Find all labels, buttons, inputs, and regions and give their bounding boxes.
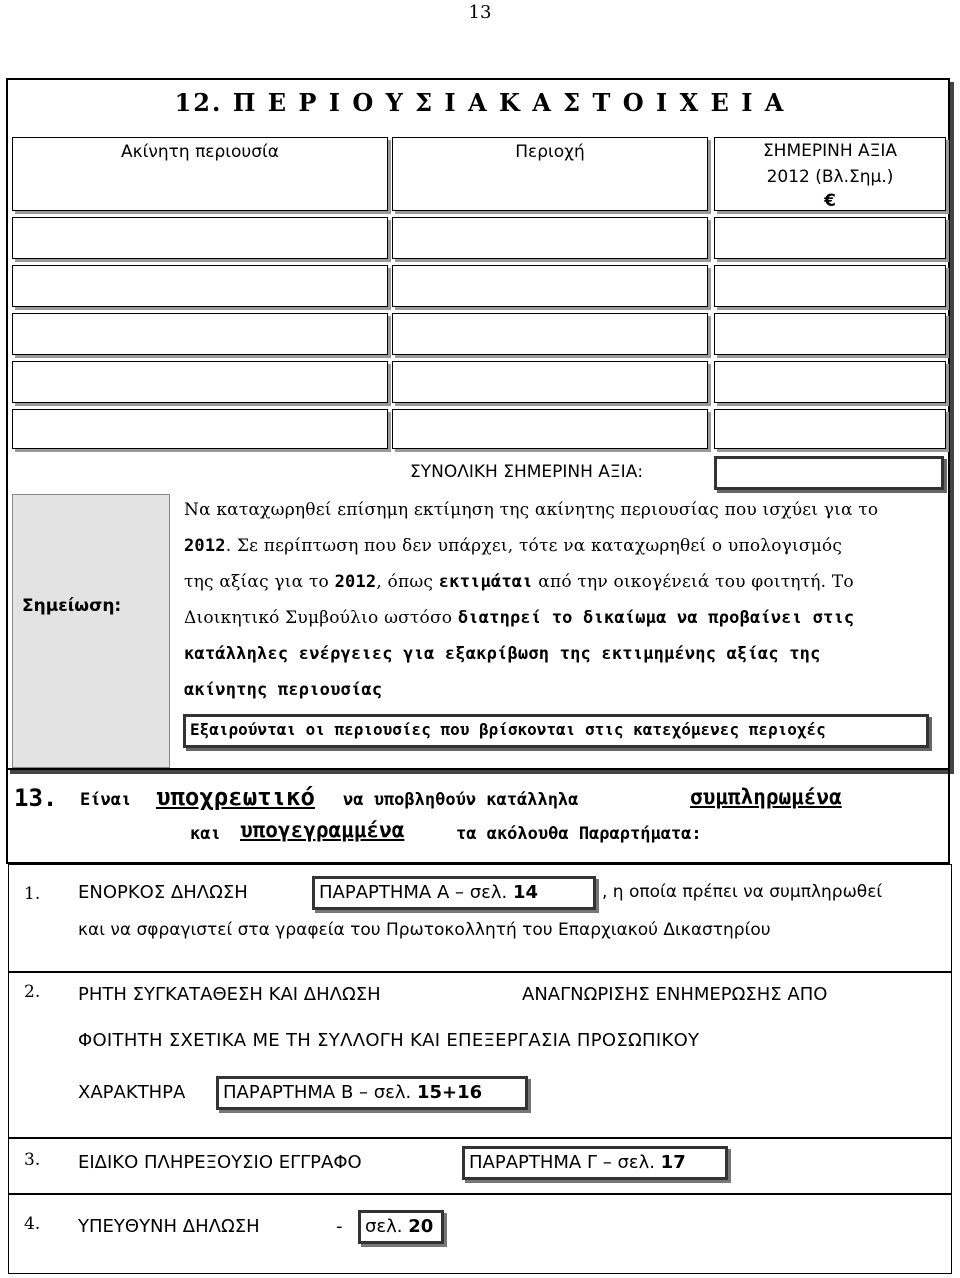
section-12-title: 12. Π Ε Ρ Ι Ο Υ Σ Ι Α Κ Α Σ Τ Ο Ι Χ Ε Ι Α <box>174 88 786 117</box>
exclusion-note: Εξαιρούνται οι περιουσίες που βρίσκονται στις κατεχόμενες περιοχές <box>183 714 929 748</box>
header-property-label: Ακίνητη περιουσία <box>120 142 280 162</box>
note-line-5 <box>184 644 821 664</box>
row4-property-input[interactable] <box>12 361 388 403</box>
note-line-6-bold: ακίνητης περιουσίας <box>184 680 383 700</box>
total-value-input[interactable] <box>714 456 944 490</box>
row4-area-input[interactable] <box>392 361 708 403</box>
section-13-signed: υπογεγραμμένα <box>240 818 405 842</box>
header-area-cell <box>392 137 708 211</box>
note-line-4-a: Διοικητικό Συμβούλιο ωστόσο <box>184 608 458 628</box>
list-item-1-title: ΕΝΟΡΚΟΣ ΔΗΛΩΣΗ <box>78 882 248 903</box>
row2-value-input[interactable] <box>714 265 946 307</box>
note-year: 2012 <box>184 536 226 556</box>
row1-property-input[interactable] <box>12 217 388 259</box>
page-number: 13 <box>468 2 492 23</box>
note-year-2: 2012 <box>334 572 377 592</box>
list-item-1-ref-label: ΠΑΡΑΡΤΗΜΑ Α – σελ. <box>319 882 513 903</box>
list-item-2-line3: ΧΑΡΑΚΤΗΡΑ <box>78 1082 186 1103</box>
note-label-cell <box>12 494 170 768</box>
list-item-4-dash: - <box>336 1216 343 1237</box>
list-item-3-ref-page: 17 <box>660 1152 686 1173</box>
note-estimated: εκτιμάται <box>438 572 533 592</box>
section-13-number: 13. <box>14 784 58 812</box>
row5-property-input[interactable] <box>12 409 388 449</box>
list-item-4-ref-page: 20 <box>408 1216 434 1237</box>
row2-property-input[interactable] <box>12 265 388 307</box>
header-area-label: Περιοχή <box>515 142 585 162</box>
total-value-label: ΣΥΝΟΛΙΚΗ ΣΗΜΕΡΙΝΗ ΑΞΙΑ: <box>410 462 644 482</box>
list-item-2-line1b: ΑΝΑΓΝΩΡΙΣΗΣ ΕΝΗΜΕΡΩΣΗΣ ΑΠΟ <box>522 984 828 1005</box>
section-13-text-5: και <box>190 824 221 844</box>
list-item-3-ref-label: ΠΑΡΑΡΤΗΜΑ Γ – σελ. <box>469 1152 661 1173</box>
list-item-2-line2: ΦΟΙΤΗΤΗ ΣΧΕΤΙΚΑ ΜΕ ΤΗ ΣΥΛΛΟΓΗ ΚΑΙ ΕΠΕΞΕΡΓΑΣΙΑ ΠΡΟΣΩΠΙΚΟΥ <box>78 1030 700 1051</box>
header-property-cell <box>12 137 388 211</box>
header-value-line1: ΣΗΜΕΡΙΝΗ ΑΞΙΑ <box>762 141 898 161</box>
list-item-2-ref-page: 15+16 <box>417 1082 483 1103</box>
row3-property-input[interactable] <box>12 313 388 355</box>
header-value-line2: 2012 (Βλ.Σημ.) <box>766 167 894 187</box>
header-value-currency: € <box>824 191 836 211</box>
row5-value-input[interactable] <box>714 409 946 449</box>
list-item-4-number: 4. <box>24 1214 41 1234</box>
section-13-text-7: τα ακόλουθα Παραρτήματα: <box>456 824 702 844</box>
note-line-4 <box>184 608 854 628</box>
list-item-2-ref-label: ΠΑΡΑΡΤΗΜΑ Β – σελ. <box>223 1082 417 1103</box>
list-item-4-reference <box>358 1210 444 1244</box>
row3-value-input[interactable] <box>714 313 946 355</box>
note-line-6 <box>184 680 382 700</box>
list-item-2-line1a: ΡΗΤΗ ΣΥΓΚΑΤΑΘΕΣΗ ΚΑΙ ΔΗΛΩΣΗ <box>78 984 381 1005</box>
list-item-1-reference <box>312 876 596 910</box>
list-item-3-reference <box>462 1146 728 1180</box>
note-line-2-text: . Σε περίπτωση που δεν υπάρχει, τότε να καταχωρηθεί ο υπολογισμός <box>225 536 843 556</box>
row4-value-input[interactable] <box>714 361 946 403</box>
note-label: Σημείωση: <box>22 596 122 616</box>
row5-area-input[interactable] <box>392 409 708 449</box>
section-13-mandatory: υποχρεωτικό <box>156 783 315 811</box>
note-line-3-e: από την οικογένειά του φοιτητή. Το <box>532 572 854 592</box>
row3-area-input[interactable] <box>392 313 708 355</box>
list-item-2-reference <box>216 1076 528 1110</box>
list-item-1-ref-page: 14 <box>512 882 539 903</box>
list-item-1-after: , η οποία πρέπει να συμπληρωθεί <box>602 882 883 902</box>
list-item-4-title: ΥΠΕΥΘΥΝΗ ΔΗΛΩΣΗ <box>78 1216 260 1237</box>
section-13-text-1: Είναι <box>80 790 132 810</box>
note-line-5-bold: κατάλληλες ενέργειες για εξακρίβωση της εκτιμημένης αξίας της <box>184 644 821 664</box>
section-13-text-3: να υποβληθούν κατάλληλα <box>343 790 579 810</box>
note-line-4-bold: διατηρεί το δικαίωμα να προβαίνει στις <box>457 608 855 628</box>
note-line-1: Να καταχωρηθεί επίσημη εκτίμηση της ακίνητης περιουσίας που ισχύει για το <box>184 500 879 520</box>
list-item-3-number: 3. <box>24 1150 41 1170</box>
note-line-2 <box>184 536 842 556</box>
section-13-completed: συμπληρωμένα <box>690 785 842 809</box>
list-item-1-line2: και να σφραγιστεί στα γραφεία του Πρωτοκολλητή του Επαρχιακού Δικαστηρίου <box>78 920 771 940</box>
row1-value-input[interactable] <box>714 217 946 259</box>
header-value-cell <box>714 137 946 211</box>
list-item-2-number: 2. <box>24 982 41 1002</box>
note-line-3-c: , όπως <box>376 572 439 592</box>
row1-area-input[interactable] <box>392 217 708 259</box>
list-item-1-number: 1. <box>24 884 41 904</box>
note-line-3-a: της αξίας για το <box>184 572 335 592</box>
list-item-4-ref-label: σελ. <box>365 1216 409 1237</box>
list-item-3-title: ΕΙΔΙΚΟ ΠΛΗΡΕΞΟΥΣΙΟ ΕΓΓΡΑΦΟ <box>78 1152 362 1173</box>
row2-area-input[interactable] <box>392 265 708 307</box>
note-line-3 <box>184 572 854 592</box>
